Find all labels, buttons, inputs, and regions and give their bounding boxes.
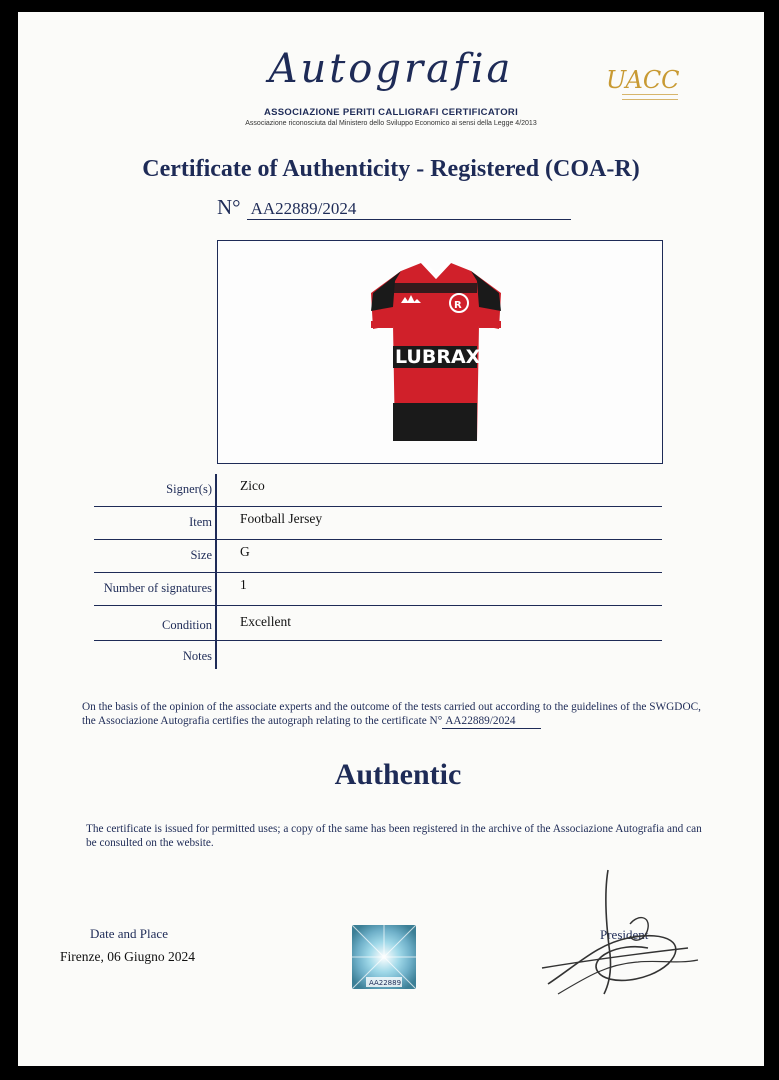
item-photo-frame — [217, 240, 663, 464]
detail-label: Signer(s) — [166, 482, 212, 496]
detail-value: Football Jersey — [240, 511, 323, 526]
svg-text:R: R — [454, 300, 462, 311]
detail-label: Number of signatures — [103, 581, 212, 595]
detail-row-notes — [94, 641, 662, 673]
authentic-verdict: Authentic — [334, 758, 462, 791]
detail-label: Size — [190, 548, 212, 562]
detail-row-signatures — [94, 573, 662, 606]
detail-label: Item — [189, 515, 212, 529]
president-label: President — [600, 927, 649, 942]
detail-row-condition — [94, 606, 662, 641]
certificate-number-label: N° — [217, 195, 241, 219]
date-place-label: Date and Place — [90, 926, 168, 941]
certificate-sheet — [18, 12, 764, 1066]
detail-row-signers — [94, 474, 662, 507]
detail-value: Zico — [240, 478, 265, 493]
detail-value: G — [240, 544, 250, 559]
hologram-code: AA22889 — [369, 979, 402, 987]
uacc-logo: UACC — [606, 66, 680, 94]
certificate-number-value: AA22889/2024 — [247, 199, 571, 220]
detail-label: Notes — [182, 649, 212, 663]
date-place-value: Firenze, 06 Giugno 2024 — [60, 949, 195, 964]
uacc-logo-underline — [622, 94, 678, 100]
detail-row-item — [94, 507, 662, 540]
hologram-seal-icon — [352, 925, 416, 989]
detail-row-size — [94, 540, 662, 573]
usage-note: The certificate is issued for permitted uses; a copy of the same has been registered in the archive of the Associazione Autografia and can be consulted on the website. — [86, 823, 702, 849]
statement-text: On the basis of the opinion of the associate experts and the outcome of the tests carried out according to the guidelines of the SWGDOC, the Associazione Autografia certifies the autograph relating to the certificate N° — [82, 701, 701, 727]
certificate-number — [217, 195, 571, 220]
association-subtitle: Associazione riconosciuta dal Ministero dello Sviluppo Economico ai sensi della Legge 4/2013 — [245, 120, 537, 127]
detail-value: 1 — [240, 577, 247, 592]
president-signature — [538, 864, 708, 1004]
detail-label: Condition — [161, 618, 212, 632]
certificate-title: Certificate of Authenticity - Registered (COA-R) — [142, 156, 640, 182]
certification-statement — [82, 700, 702, 729]
detail-value: Excellent — [240, 614, 291, 629]
association-name: ASSOCIAZIONE PERITI CALLIGRAFI CERTIFICATORI — [263, 107, 519, 118]
statement-number: AA22889/2024 — [442, 714, 541, 729]
autografia-logo: Autografia — [268, 46, 514, 92]
football-jersey-icon — [361, 251, 511, 451]
sponsor-text: LUBRAX — [395, 346, 481, 368]
details-table — [94, 474, 662, 673]
